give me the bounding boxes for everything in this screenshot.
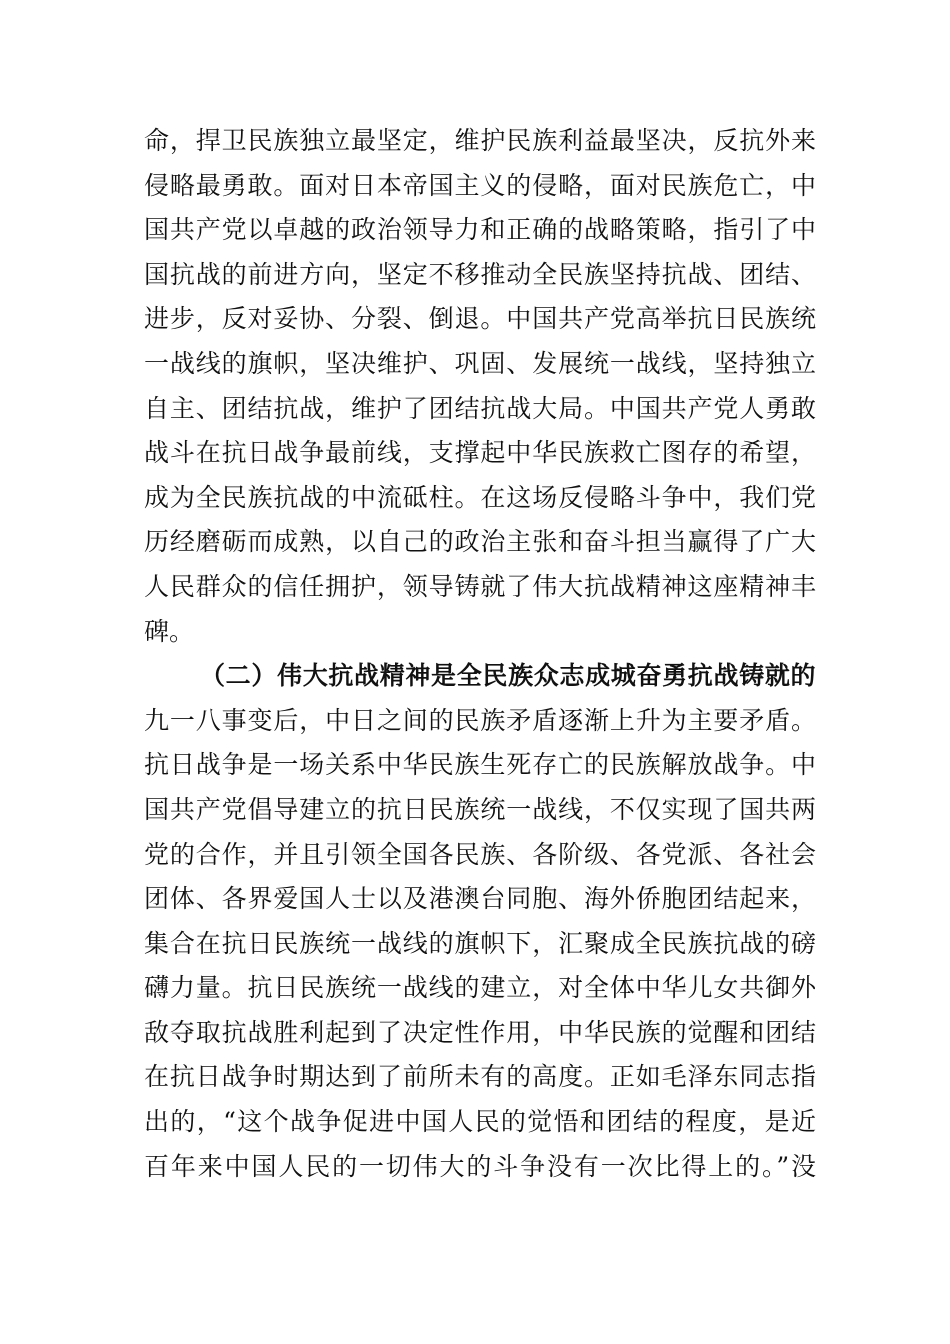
text-line: 人民群众的信任拥护，领导铸就了伟大抗战精神这座精神丰	[144, 571, 816, 601]
text-line: 侵略最勇敢。面对日本帝国主义的侵略，面对民族危亡，中	[144, 170, 816, 200]
text-line: 礴力量。抗日民族统一战线的建立，对全体中华儿女共御外	[144, 973, 816, 1003]
paragraph-2	[144, 699, 816, 1190]
text-line: 国共产党倡导建立的抗日民族统一战线，不仅实现了国共两	[144, 794, 816, 824]
text-line: 在抗日战争时期达到了前所未有的高度。正如毛泽东同志指	[144, 1062, 816, 1092]
text-line: 党的合作，并且引领全国各民族、各阶级、各党派、各社会	[144, 839, 816, 869]
document-body	[144, 119, 816, 1189]
text-line: 命，捍卫民族独立最坚定，维护民族利益最坚决，反抗外来	[144, 126, 816, 155]
text-line: 出的，“这个战争促进中国人民的觉悟和团结的程度，是近	[144, 1107, 816, 1137]
text-line: 一战线的旗帜，坚决维护、巩固、发展统一战线，坚持独立	[144, 348, 816, 378]
text-line: 百年来中国人民的一切伟大的斗争没有一次比得上的。”没	[144, 1151, 816, 1181]
section-heading: （二）伟大抗战精神是全民族众志成城奋勇抗战铸就的	[200, 661, 816, 691]
text-line: 团体、各界爱国人士以及港澳台同胞、海外侨胞团结起来，	[144, 884, 816, 914]
text-line: 战斗在抗日战争最前线，支撑起中华民族救亡图存的希望，	[144, 438, 816, 468]
text-line: 碑。	[144, 616, 195, 646]
text-line: 九一八事变后，中日之间的民族矛盾逐渐上升为主要矛盾。	[144, 705, 816, 735]
text-line: 抗日战争是一场关系中华民族生死存亡的民族解放战争。中	[144, 750, 816, 780]
text-line: 历经磨砺而成熟，以自己的政治主张和奋斗担当赢得了广大	[144, 527, 816, 557]
text-line: 自主、团结抗战，维护了团结抗战大局。中国共产党人勇敢	[144, 393, 816, 423]
text-line: 国抗战的前进方向，坚定不移推动全民族坚持抗战、团结、	[144, 259, 816, 289]
text-line: 敌夺取抗战胜利起到了决定性作用，中华民族的觉醒和团结	[144, 1017, 816, 1047]
text-line: 国共产党以卓越的政治领导力和正确的战略策略，指引了中	[144, 215, 816, 245]
text-line: 成为全民族抗战的中流砥柱。在这场反侵略斗争中，我们党	[144, 482, 816, 512]
text-line: 进步，反对妥协、分裂、倒退。中国共产党高举抗日民族统	[144, 304, 816, 334]
text-line: 集合在抗日民族统一战线的旗帜下，汇聚成全民族抗战的磅	[144, 928, 816, 958]
paragraph-1	[144, 119, 816, 654]
